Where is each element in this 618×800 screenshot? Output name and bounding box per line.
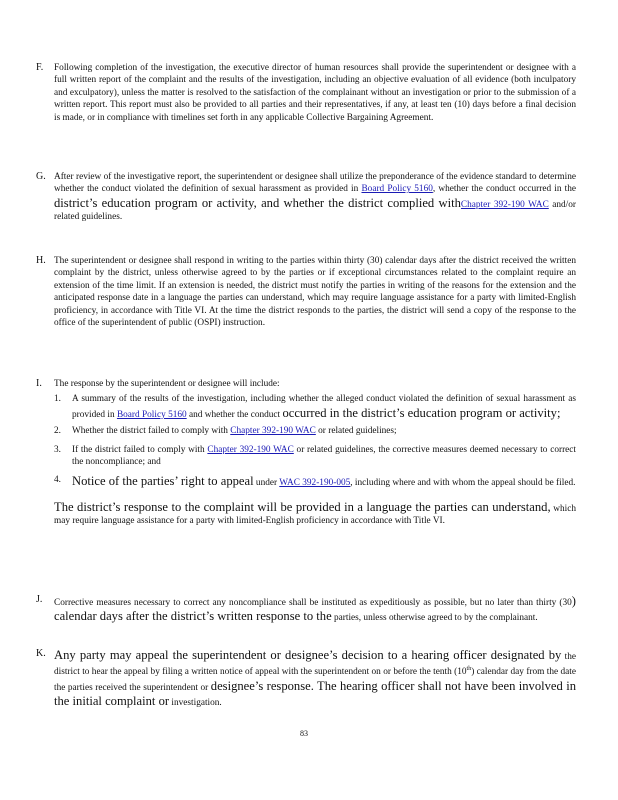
- board-policy-link[interactable]: Board Policy 5160: [116, 409, 187, 420]
- section-i-label: I.: [36, 378, 42, 389]
- section-g-text: [54, 171, 576, 224]
- section-i-list: [54, 393, 576, 489]
- section-k-emphasis-2: designee’s response. The hearing officer shall not have been involved in the initial complaint or: [54, 678, 576, 709]
- section-j-text-2: parties, unless otherwise agreed to by the complainant.: [331, 613, 538, 624]
- list-item-text-1: under: [253, 478, 280, 489]
- list-item-emphasis: occurred in the district’s education program or activity;: [282, 405, 561, 420]
- section-j: [36, 594, 576, 625]
- page-number: 83: [300, 729, 308, 738]
- section-g-text-2: , whether the conduct occurred in the: [432, 184, 577, 195]
- list-item: [54, 444, 576, 469]
- list-item-text: [72, 393, 576, 421]
- section-h-text: The superintendent or designee shall respond in writing to the parties within thirty (30) calendar days after the district received the written complaint by the district, unless otherwise agreed to by the parties or if exceptional circumstances related to the complaint require an extension of the time limit. If an extension is needed, the district must notify the parties in writing of the reasons for the extension and the anticipated response date in a language the parties can understand, which may require language assistance for a party with limited-English proficiency, in accordance with Title VI. At the time the district responds to the parties, the district will send a copy of the response to the office of the superintendent of public (OSPI) instruction.: [54, 256, 576, 329]
- wac-section-link[interactable]: WAC 392-190-005: [279, 478, 351, 489]
- section-k-emphasis-1: Any party may appeal the superintendent or designee’s decision to a hearing officer designated by: [54, 648, 562, 662]
- list-item-text: [72, 444, 576, 469]
- section-h: [36, 255, 576, 329]
- list-item-text-1: If the district failed to comply with: [72, 444, 208, 455]
- section-j-emphasis: ) calendar days after the district’s written response to the: [54, 594, 576, 624]
- list-item-number: 4.: [54, 475, 61, 486]
- section-g: [36, 171, 576, 224]
- section-j-text: [54, 594, 576, 625]
- section-g-label: G.: [36, 171, 46, 182]
- section-i-closing-text: which may require language assistance for a party with limited-English proficiency in accordance with Title VI.: [54, 503, 576, 527]
- section-k-label: K.: [36, 648, 46, 659]
- list-item-text-1: A summary of the results of the investigation, including whether the alleged conduct violated the definition of sexual harassment as provided in: [72, 394, 576, 420]
- section-h-label: H.: [36, 255, 46, 266]
- section-f: [36, 62, 576, 124]
- list-item-text-2: and whether the conduct: [186, 409, 283, 420]
- section-k-text-1: the district to hear the appeal by filing a written notice of appeal with the superintendent on or before the tenth (10: [54, 652, 576, 678]
- chapter-wac-link[interactable]: Chapter 392-190 WAC: [230, 426, 316, 437]
- section-g-text-3: and/or related guidelines.: [54, 199, 577, 223]
- list-item-emphasis: Notice of the parties’ right to appeal: [72, 474, 254, 489]
- chapter-wac-link[interactable]: Chapter 392-190 WAC: [460, 199, 549, 210]
- section-f-label: F.: [36, 62, 44, 73]
- chapter-wac-link[interactable]: Chapter 392-190 WAC: [207, 444, 294, 455]
- list-item-text-2: or related guidelines;: [315, 426, 397, 437]
- section-g-text-1: After review of the investigative report, the superintendent or designee shall utilize the preponderance of the evidence standard to determine whether the conduct violated the definition of sexual harassment as provided in: [54, 172, 576, 195]
- board-policy-link[interactable]: Board Policy 5160: [361, 184, 433, 195]
- list-item-number: 3.: [54, 444, 61, 455]
- list-item-text-2: , including where and with whom the appeal should be filed.: [350, 478, 576, 489]
- section-k-text-3: investigation.: [169, 698, 222, 709]
- section-j-text-1: Corrective measures necessary to correct any noncompliance shall be instituted as expeditiously as possible, but no later than thirty (30: [54, 598, 572, 608]
- section-k: [36, 648, 576, 710]
- list-item-text: [72, 425, 576, 437]
- section-j-label: J.: [36, 594, 43, 605]
- list-item: [54, 425, 576, 437]
- list-item-number: 1.: [54, 394, 61, 405]
- section-f-text: Following completion of the investigation, the executive director of human resources shall provide the superintendent or designee with a full written report of the complaint and the results of the investigation, including an objective evaluation of all evidence (both inculpatory and exculpatory), unless the matter is resolved to the satisfaction of the complainant without an investigation or prior to the submission of a written report. This report must also be provided to all parties and their representatives, if any, at least ten (10) days before a final decision is made, or in compliance with timelines set forth in any applicable Collective Bargaining Agreement.: [54, 63, 576, 123]
- section-i: [36, 378, 576, 528]
- list-item: [54, 474, 576, 489]
- section-k-text-2: ) calendar day from the date the parties received the superintendent or: [54, 667, 576, 693]
- section-i-intro: The response by the superintendent or designee will include:: [54, 379, 280, 389]
- section-g-emphasis: district’s education program or activity, and whether the district complied with: [54, 195, 461, 210]
- list-item: [54, 393, 576, 421]
- list-item-text: [72, 474, 576, 489]
- section-i-closing: [54, 500, 576, 528]
- list-item-number: 2.: [54, 426, 61, 437]
- list-item-text-1: Whether the district failed to comply with: [72, 426, 231, 437]
- list-item-text-2: or related guidelines, the corrective measures deemed necessary to correct the noncompliance; and: [72, 444, 576, 468]
- section-i-closing-emphasis: The district’s response to the complaint will be provided in a language the parties can understand,: [54, 499, 551, 514]
- section-k-superscript: th: [466, 666, 472, 673]
- section-k-text: [54, 648, 576, 710]
